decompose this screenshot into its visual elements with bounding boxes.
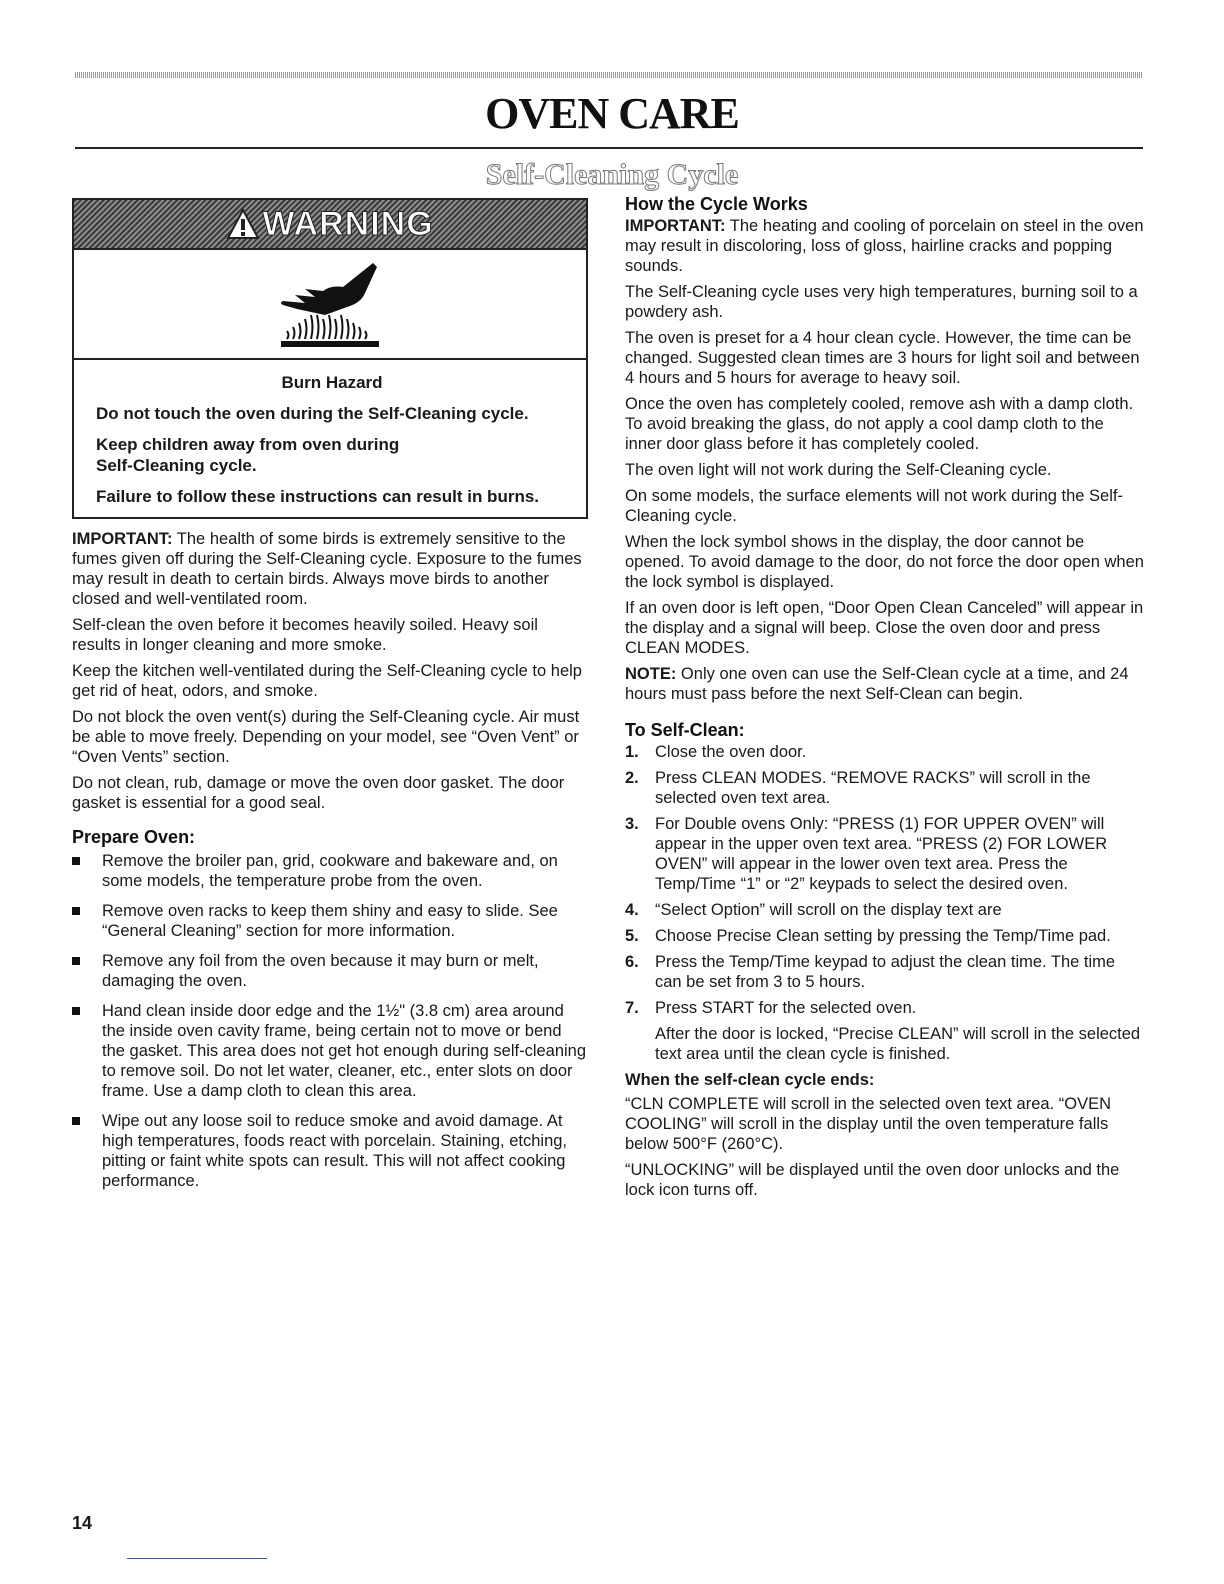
page-number: 14 bbox=[72, 1513, 93, 1533]
bullet-icon bbox=[72, 1007, 80, 1015]
step-item bbox=[625, 742, 1145, 762]
paragraph: Keep the kitchen well-ventilated during the Self-Cleaning cycle to help get rid of heat, odors, and smoke. bbox=[72, 662, 582, 700]
list-item bbox=[72, 1111, 588, 1191]
footer-rule bbox=[127, 1558, 267, 1559]
important-paragraph bbox=[625, 216, 1145, 276]
paragraph: Do not clean, rub, damage or move the oven door gasket. The door gasket is essential for a good seal. bbox=[72, 774, 565, 812]
right-column bbox=[625, 194, 1145, 1206]
list-item-text: Remove oven racks to keep them shiny and easy to slide. See “General Cleaning” section for more information. bbox=[102, 902, 558, 940]
prepare-oven-heading: Prepare Oven: bbox=[72, 827, 196, 847]
paragraph: “UNLOCKING” will be displayed until the oven door unlocks and the lock icon turns off. bbox=[625, 1161, 1120, 1199]
to-self-clean-heading: To Self-Clean: bbox=[625, 720, 745, 740]
important-label: IMPORTANT: bbox=[625, 217, 726, 235]
step-item bbox=[625, 926, 1145, 946]
bullet-icon bbox=[72, 857, 80, 865]
note-text: Only one oven can use the Self-Clean cycle at a time, and 24 hours must pass before the next Self-Clean can begin. bbox=[625, 665, 1129, 703]
paragraph: On some models, the surface elements will not work during the Self-Cleaning cycle. bbox=[625, 487, 1123, 525]
paragraph: When the lock symbol shows in the display, the door cannot be opened. To avoid damage to the door, do not force the door open when the lock symbol is displayed. bbox=[625, 533, 1144, 591]
page-title: OVEN CARE bbox=[485, 89, 739, 138]
step-number: 3. bbox=[625, 815, 639, 833]
self-clean-steps bbox=[625, 742, 1145, 1064]
warning-line: Do not touch the oven during the Self-Cleaning cycle. bbox=[96, 404, 529, 423]
step-number: 2. bbox=[625, 769, 639, 787]
paragraph: The Self-Cleaning cycle uses very high temperatures, burning soil to a powdery ash. bbox=[625, 283, 1138, 321]
step-number: 6. bbox=[625, 953, 639, 971]
step-number: 4. bbox=[625, 901, 639, 919]
step-text: For Double ovens Only: “PRESS (1) FOR UPPER OVEN” will appear in the upper oven text area. “PRESS (2) FOR LOWER OVEN” will appear in the lower oven text area. Press the Temp/Time “1” or “2” keypads to select the desired oven. bbox=[655, 815, 1108, 893]
step-item bbox=[625, 998, 1145, 1064]
paragraph: The oven light will not work during the Self-Cleaning cycle. bbox=[625, 461, 1052, 479]
step-number: 1. bbox=[625, 743, 639, 761]
warning-label: WARNING bbox=[262, 205, 434, 243]
warning-header bbox=[74, 200, 586, 250]
paragraph: The oven is preset for a 4 hour clean cycle. However, the time can be changed. Suggested clean times are 3 hours for light soil and between 4 hours and 5 hours for average to heavy soil. bbox=[625, 329, 1140, 387]
paragraph: Once the oven has completely cooled, remove ash with a damp cloth. To avoid breaking the glass, do not apply a cool damp cloth to the inner door glass before it has completely cooled. bbox=[625, 395, 1134, 453]
bullet-icon bbox=[72, 1117, 80, 1125]
paragraph: Do not block the oven vent(s) during the Self-Cleaning cycle. Air must be able to move freely. Depending on your model, see “Oven Vent” or “Oven Vents” section. bbox=[72, 708, 580, 766]
prepare-oven-list bbox=[72, 851, 588, 1191]
warning-box bbox=[72, 198, 588, 519]
list-item bbox=[72, 901, 588, 941]
step-item bbox=[625, 952, 1145, 992]
important-text: The heating and cooling of porcelain on steel in the oven may result in discoloring, loss of gloss, hairline cracks and popping sounds. bbox=[625, 217, 1144, 275]
step-item bbox=[625, 900, 1145, 920]
warning-text bbox=[74, 360, 586, 517]
warning-line: Keep children away from oven during Self-Cleaning cycle. bbox=[96, 435, 400, 475]
list-item-text: Remove the broiler pan, grid, cookware and bakeware and, on some models, the temperature probe from the oven. bbox=[102, 852, 558, 890]
step-text: Close the oven door. bbox=[655, 743, 807, 761]
paragraph: Self-clean the oven before it becomes heavily soiled. Heavy soil results in longer cleaning and more smoke. bbox=[72, 616, 538, 654]
list-item-text: Wipe out any loose soil to reduce smoke and avoid damage. At high temperatures, foods react with porcelain. Staining, etching, pitting or faint white spots can result. This will not affect cooking performance. bbox=[102, 1112, 568, 1190]
section-title: Self-Cleaning Cycle bbox=[485, 158, 739, 191]
step-followup: After the door is locked, “Precise CLEAN” will scroll in the selected text area until the clean cycle is finished. bbox=[655, 1025, 1141, 1063]
bullet-icon bbox=[72, 907, 80, 915]
note-paragraph bbox=[625, 664, 1145, 704]
left-column bbox=[72, 198, 588, 1201]
step-number: 7. bbox=[625, 999, 639, 1017]
step-text: “Select Option” will scroll on the display text are bbox=[655, 901, 1002, 919]
note-label: NOTE: bbox=[625, 665, 677, 683]
step-text: Press START for the selected oven. bbox=[655, 999, 917, 1017]
step-text: Choose Precise Clean setting by pressing the Temp/Time pad. bbox=[655, 927, 1111, 945]
cycle-ends-heading: When the self-clean cycle ends: bbox=[625, 1071, 875, 1089]
step-text: Press CLEAN MODES. “REMOVE RACKS” will scroll in the selected oven text area. bbox=[655, 769, 1091, 807]
bullet-icon bbox=[72, 957, 80, 965]
list-item-text: Hand clean inside door edge and the 1½" (3.8 cm) area around the inside oven cavity frame, being certain not to move or bend the gasket. This area does not get hot enough during self-cleaning to remove soil. Do not let water, cleaner, etc., enter slots on door frame. Use a damp cloth to clean this area. bbox=[102, 1002, 587, 1100]
list-item-text: Remove any foil from the oven because it may burn or melt, damaging the oven. bbox=[102, 952, 539, 990]
important-label: IMPORTANT: bbox=[72, 530, 173, 548]
list-item bbox=[72, 951, 588, 991]
step-number: 5. bbox=[625, 927, 639, 945]
hot-surface-hand-icon bbox=[265, 259, 395, 349]
step-item bbox=[625, 814, 1145, 894]
hazard-title: Burn Hazard bbox=[281, 373, 383, 392]
warning-graphic bbox=[74, 250, 586, 360]
important-paragraph bbox=[72, 529, 588, 609]
top-pattern-band bbox=[75, 72, 1143, 78]
title-divider bbox=[75, 147, 1143, 149]
warning-triangle-icon bbox=[226, 208, 260, 240]
list-item bbox=[72, 851, 588, 891]
step-text: Press the Temp/Time keypad to adjust the clean time. The time can be set from 3 to 5 hours. bbox=[655, 953, 1116, 991]
step-item bbox=[625, 768, 1145, 808]
paragraph: If an oven door is left open, “Door Open Clean Canceled” will appear in the display and a signal will beep. Close the oven door and press CLEAN MODES. bbox=[625, 599, 1144, 657]
list-item bbox=[72, 1001, 588, 1101]
paragraph: “CLN COMPLETE will scroll in the selected oven text area. “OVEN COOLING” will scroll in the display until the oven temperature falls below 500°F (260°C). bbox=[625, 1095, 1112, 1153]
how-cycle-works-heading: How the Cycle Works bbox=[625, 194, 808, 214]
important-text: The health of some birds is extremely sensitive to the fumes given off during the Self-Cleaning cycle. Exposure to the fumes may result in death to certain birds. Always move birds to another closed and well-ventilated room. bbox=[72, 530, 582, 608]
warning-line: Failure to follow these instructions can result in burns. bbox=[96, 487, 540, 506]
